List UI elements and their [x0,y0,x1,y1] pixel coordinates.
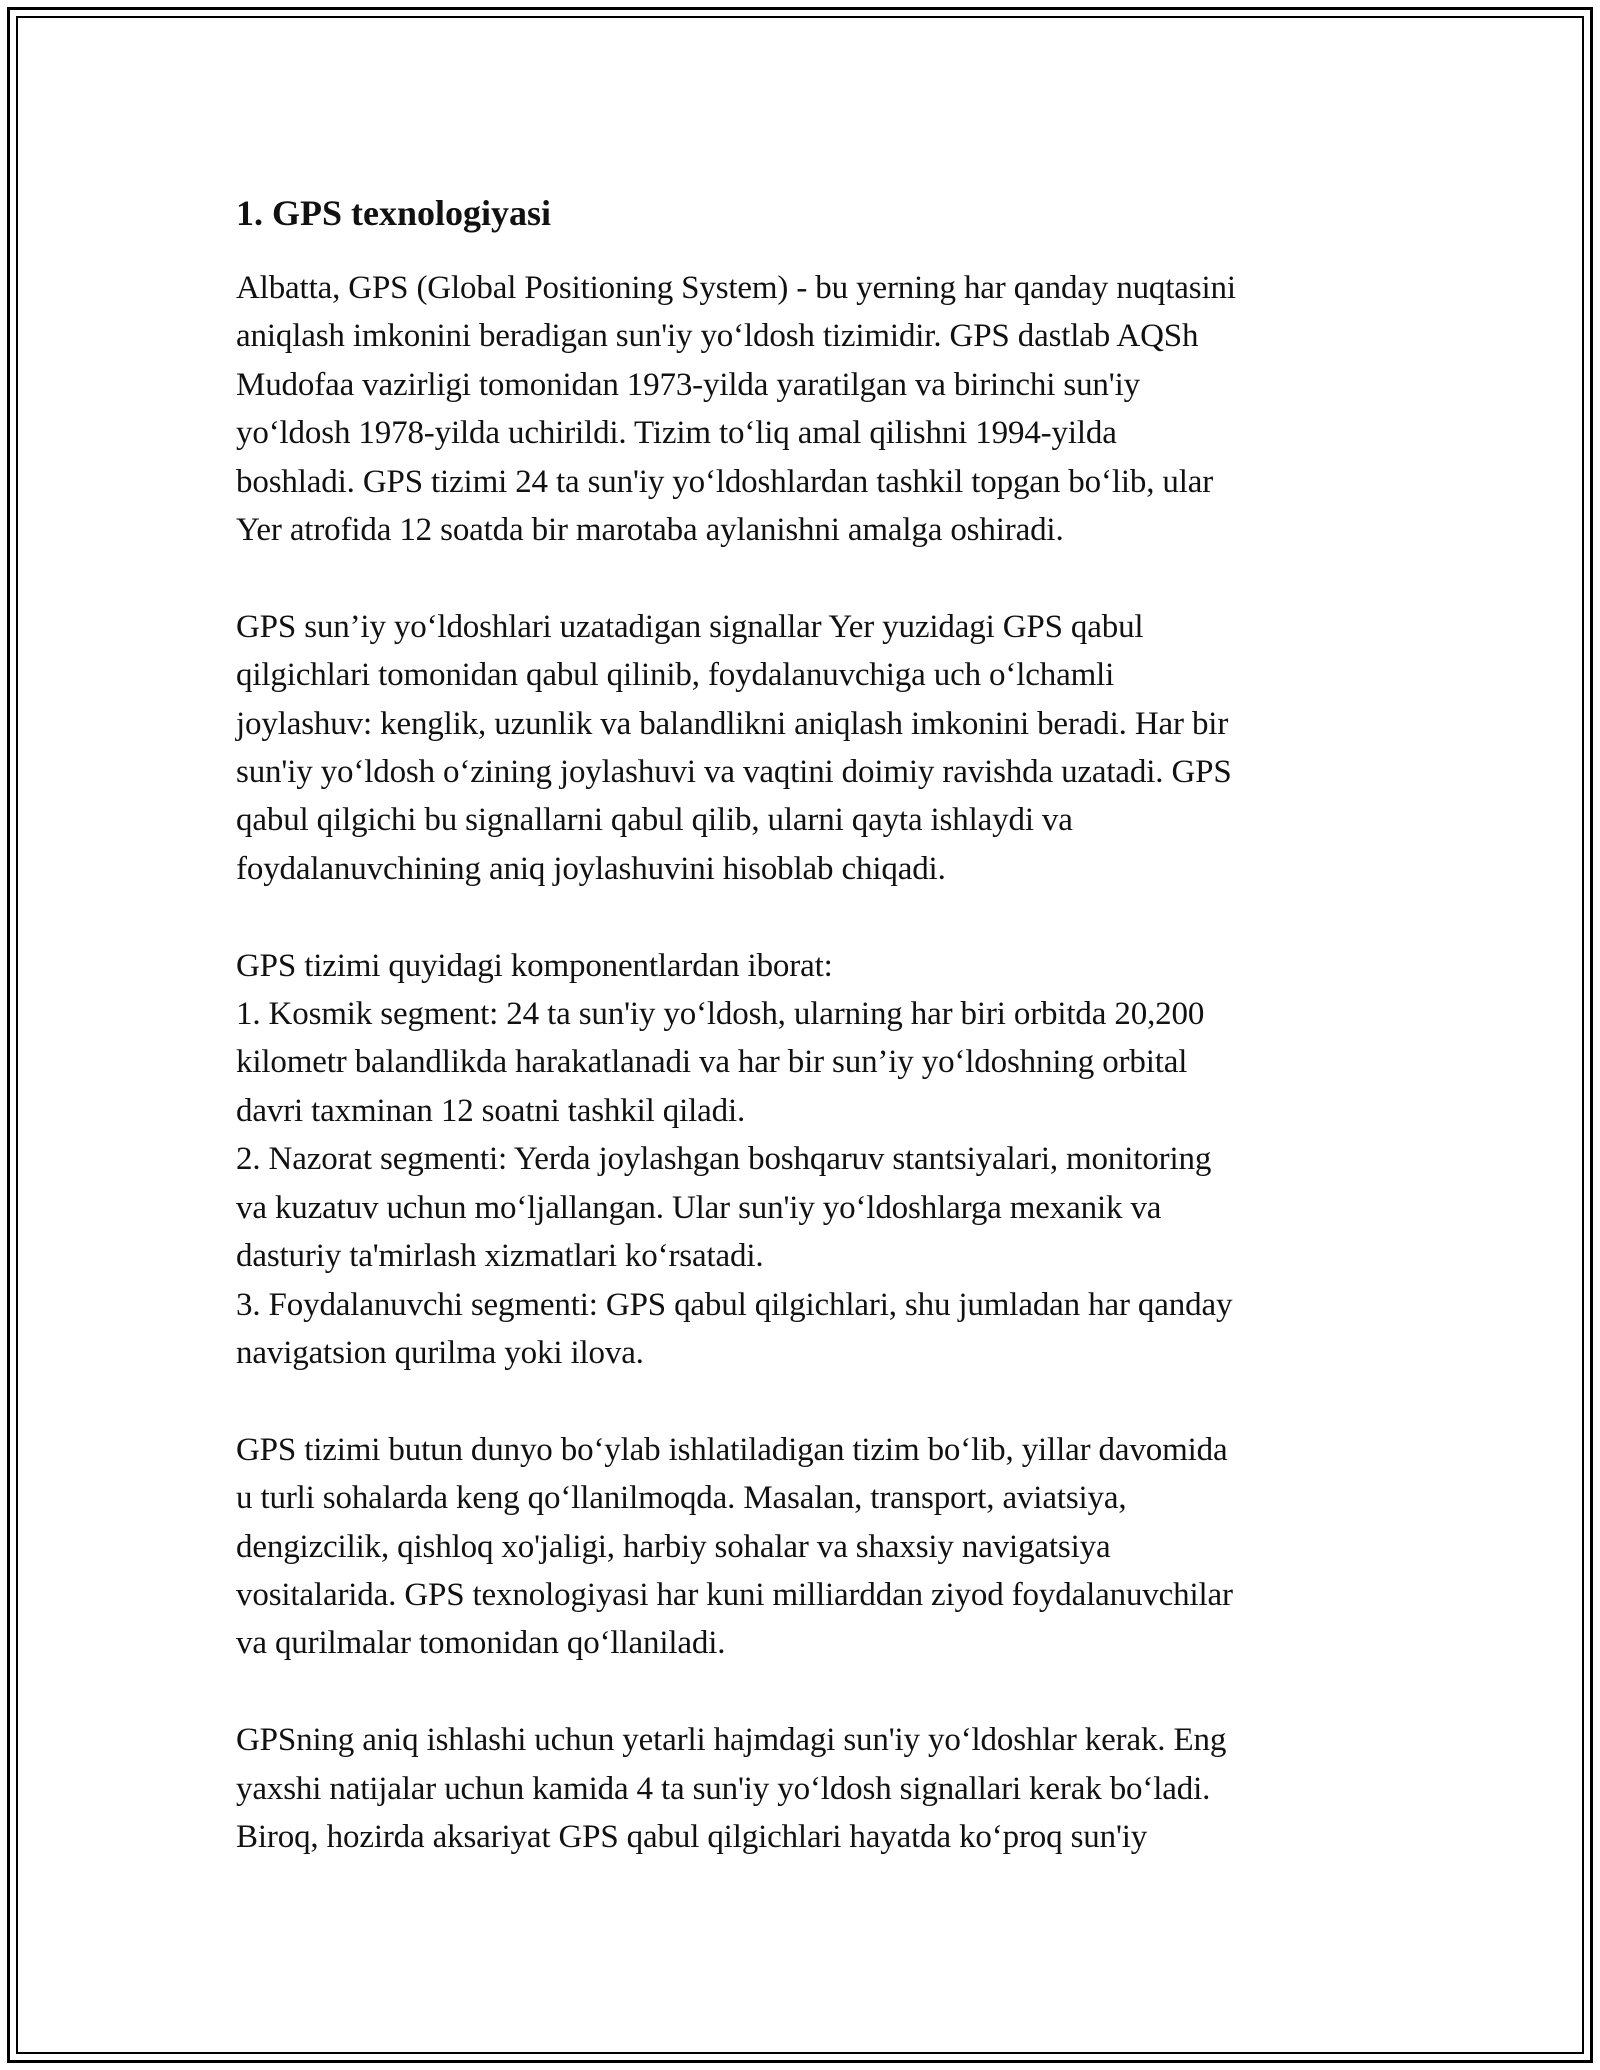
paragraph-usage: GPS tizimi butun dunyo bo‘ylab ishlatiladigan tizim bo‘lib, yillar davomida u turli sohalarda keng qo‘llanilmoqda. Masalan, transport, aviatsiya, dengizcilik, qishloq xo'jaligi, harbiy sohalar va shaxsiy navigatsiya vositalarida. GPS texnologiyasi har kuni milliarddan ziyod foydalanuvchilar va qurilmalar tomonidan qo‘llaniladi. [236,1431,1233,1662]
paragraph-intro: Albatta, GPS (Global Positioning System) - bu yerning har qanday nuqtasini aniqlash imkonini beradigan sun'iy yo‘ldosh tizimidir. GPS dastlab AQSh Mudofaa vazirligi tomonidan 1973-yilda yaratilgan va birinchi sun'iy yo‘ldosh 1978-yilda uchirildi. Tizim to‘liq amal qilishni 1994-yilda boshladi. GPS tizimi 24 ta sun'iy yo‘ldoshlardan tashkil topgan bo‘lib, ular Yer atrofida 12 soatda bir marotaba aylanishni amalga oshiradi. [236,270,1236,549]
document-body [236,185,1371,1861]
paragraph-signals: GPS sun’iy yo‘ldoshlari uzatadigan signallar Yer yuzidagi GPS qabul qilgichlari tomonidan qabul qilinib, foydalanuvchiga uch o‘lchamli joylashuv: kenglik, uzunlik va balandlikni aniqlash imkonini beradi. Har bir sun'iy yo‘ldosh o‘zining joylashuvi va vaqtini doimiy ravishda uzatadi. GPS qabul qilgichi bu signallarni qabul qilib, ularni qayta ishlaydi va foydalanuvchining aniq joylashuvini hisoblab chiqadi. [236,608,1232,887]
paragraph-accuracy: GPSning aniq ishlashi uchun yetarli hajmdagi sun'iy yo‘ldoshlar kerak. Eng yaxshi natijalar uchun kamida 4 ta sun'iy yo‘ldosh signallari kerak bo‘ladi. Biroq, hozirda aksariyat GPS qabul qilgichlari hayatda ko‘proq sun'iy [236,1722,1227,1855]
section-heading: 1. GPS texnologiyasi [236,193,552,233]
paragraph-components: GPS tizimi quyidagi komponentlardan iborat: 1. Kosmik segment: 24 ta sun'iy yo‘ldosh, ularning har biri orbitda 20,200 kilometr balandlikda harakatlanadi va har bir sun’iy yo‘ldoshning orbital davri taxminan 12 soatni tashkil qiladi. 2. Nazorat segmenti: Yerda joylashgan boshqaruv stantsiyalari, monitoring va kuzatuv uchun mo‘ljallangan. Ular sun'iy yo‘ldoshlarga mexanik va dasturiy ta'mirlash xizmatlari ko‘rsatadi. 3. Foydalanuvchi segmenti: GPS qabul qilgichlari, shu jumladan har qanday navigatsion qurilma yoki ilova. [236,947,1233,1371]
